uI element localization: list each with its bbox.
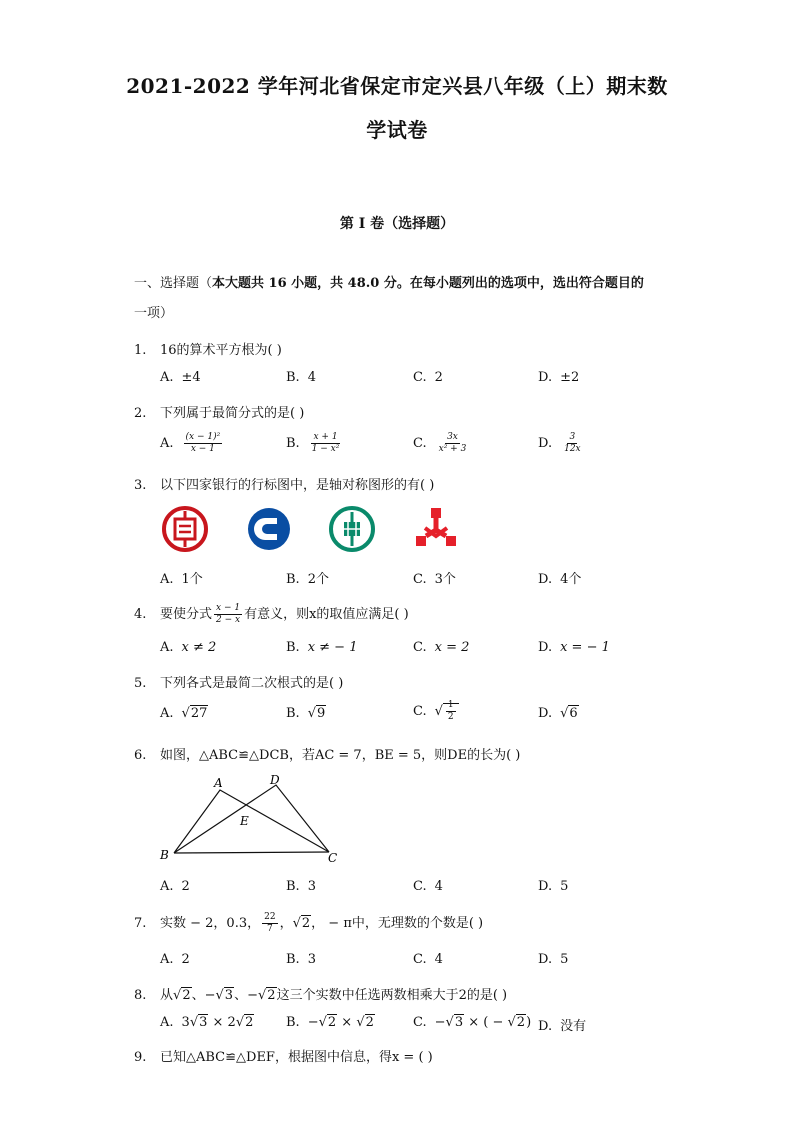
question-3-options bbox=[160, 568, 660, 592]
option-a: A. x ≠ 2 bbox=[160, 640, 217, 655]
question-1: 1. 16的算术平方根为( ) bbox=[134, 343, 282, 358]
option-d: D. 5 bbox=[538, 952, 569, 967]
option-b: B. 3 bbox=[286, 952, 316, 967]
section-intro-end: 一项） bbox=[134, 306, 174, 321]
question-9: 9. 已知△ABC≌△DEF，根据图中信息，得x = ( ) bbox=[134, 1050, 433, 1065]
question-5-options bbox=[160, 700, 660, 730]
icbc-logo bbox=[162, 506, 208, 552]
question-7: 7. 实数 − 2，0.3， $\frac{22}{7}$ ，√2， − π中，无理数的个数是( ) bbox=[134, 912, 484, 934]
point-e-label: E bbox=[240, 814, 249, 828]
question-2: 2. 下列属于最简分式的是( ) bbox=[134, 406, 305, 421]
option-b: B. $\frac{x + 1}{\text{1 − x²}}$ bbox=[286, 432, 340, 454]
section-title: 第 I 卷（选择题） bbox=[339, 216, 455, 232]
point-d-label: D bbox=[270, 773, 280, 787]
option-d: D. ±2 bbox=[538, 370, 580, 385]
option-c: C. 3个 bbox=[413, 572, 456, 587]
question-8: 8. 从√2、−√3、−√2这三个实数中任选两数相乘大于2的是( ) bbox=[134, 988, 508, 1003]
option-b: B. 2个 bbox=[286, 572, 329, 587]
question-6: 6. 如图，△ABC≌△DCB，若AC = 7，BE = 5，则DE的长为( ) bbox=[134, 748, 521, 763]
option-c: C. 4 bbox=[413, 879, 443, 894]
option-d: D. √6 bbox=[538, 706, 578, 721]
question-7-options bbox=[160, 952, 660, 976]
option-c: C. √ $\frac{1}{2}$ bbox=[413, 700, 459, 723]
option-b: B. √9 bbox=[286, 706, 326, 721]
section-intro: 一、选择题（本大题共 16 小题，共 48.0 分。在每小题列出的选项中，选出符合题目的 bbox=[134, 276, 644, 291]
question-4: 4. 要使分式 $\frac{x - 1}{2 - x}$ 有意义，则x的取值应满足( ) bbox=[134, 603, 409, 625]
option-d: D. 没有 bbox=[538, 1019, 587, 1034]
option-b: B. 3 bbox=[286, 879, 316, 894]
exam-title-line2: 学试卷 bbox=[366, 118, 428, 142]
option-c: C. 4 bbox=[413, 952, 443, 967]
option-c: C. −√3 × ( − √2) bbox=[413, 1015, 532, 1030]
question-1-options bbox=[160, 370, 660, 394]
question-5: 5. 下列各式是最简二次根式的是( ) bbox=[134, 676, 344, 691]
option-b: B. −√2 × √2 bbox=[286, 1015, 374, 1030]
option-a: A. 2 bbox=[160, 952, 190, 967]
question-4-options bbox=[160, 640, 660, 664]
ccb-logo bbox=[246, 506, 292, 552]
option-d: D. 5 bbox=[538, 879, 569, 894]
question-8-options bbox=[160, 1015, 660, 1039]
option-a: A. ±4 bbox=[160, 370, 201, 385]
option-a: A. 2 bbox=[160, 879, 190, 894]
point-b-label: B bbox=[160, 848, 169, 862]
question-2-options bbox=[160, 432, 660, 456]
option-a: A. $\frac{\text{(x − 1)²}}{x - 1}$ bbox=[160, 432, 221, 454]
question-6-options bbox=[160, 879, 660, 903]
triangle-figure bbox=[155, 772, 355, 867]
point-c-label: C bbox=[328, 851, 338, 865]
option-b: B. x ≠ − 1 bbox=[286, 640, 358, 655]
option-d: D. x = − 1 bbox=[538, 640, 610, 655]
option-a: A. 1个 bbox=[160, 572, 203, 587]
point-a-label: A bbox=[214, 776, 223, 790]
question-3: 3. 以下四家银行的行标图中，是轴对称图形的有( ) bbox=[134, 478, 435, 493]
option-d: D. $\frac{3}{12x}$ bbox=[538, 432, 581, 454]
option-b: B. 4 bbox=[286, 370, 316, 385]
option-c: C. $\frac{3x}{\text{x² + 3}}$ bbox=[413, 432, 467, 454]
exam-title-line1: 2021-2022 学年河北省保定市定兴县八年级（上）期末数 bbox=[126, 74, 668, 98]
option-c: C. x = 2 bbox=[413, 640, 470, 655]
option-d: D. 4个 bbox=[538, 572, 582, 587]
boc-logo bbox=[413, 506, 459, 552]
abc-logo bbox=[329, 506, 375, 552]
option-a: A. √27 bbox=[160, 706, 208, 721]
option-a: A. 3√3 × 2√2 bbox=[160, 1015, 254, 1030]
option-c: C. 2 bbox=[413, 370, 443, 385]
